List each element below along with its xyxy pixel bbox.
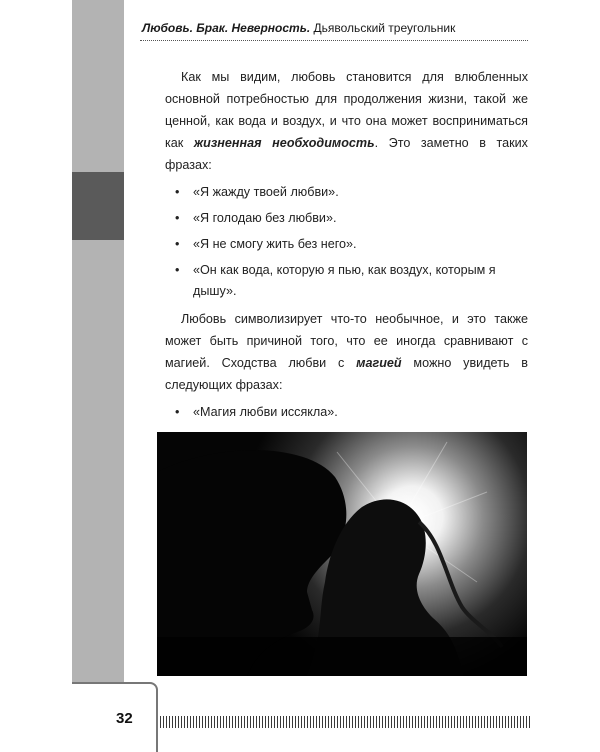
list-item bbox=[165, 182, 528, 203]
bullet: • bbox=[175, 405, 180, 419]
list-item-text: «Я голодаю без любви». bbox=[193, 211, 337, 225]
bullet: • bbox=[175, 185, 180, 199]
list-item-text: «Магия любви иссякла». bbox=[193, 405, 338, 419]
list-item-text: «Я жажду твоей любви». bbox=[193, 185, 339, 199]
paragraph-1 bbox=[165, 66, 528, 176]
paragraph-2-emphasis: магией bbox=[356, 356, 402, 370]
bullet: • bbox=[175, 211, 180, 225]
paragraph-1-text: Как мы видим, любовь становится для влюбленных основной потребностью для продолжения жизни, такой же ценной, как вода и воздух, и что она может восприниматься как bbox=[165, 70, 528, 150]
list-item bbox=[165, 260, 528, 302]
bullet: • bbox=[175, 237, 180, 251]
paragraph-1-text-end: . Это заметно в таких фразах: bbox=[165, 136, 528, 172]
side-tab-bar bbox=[72, 0, 124, 682]
paragraph-2-text-end: можно увидеть в следующих фразах: bbox=[165, 356, 528, 392]
couple-silhouette-photo bbox=[157, 432, 527, 676]
page-number: 32 bbox=[116, 710, 133, 727]
quote-list-1 bbox=[165, 182, 528, 302]
footer-corner-frame bbox=[72, 682, 158, 752]
photo-illustration bbox=[157, 432, 527, 676]
paragraph-2 bbox=[165, 308, 528, 396]
header-title-bold: Любовь. Брак. Неверность. bbox=[142, 21, 311, 35]
side-tab-marker bbox=[72, 172, 124, 240]
list-item-text: «Он как вода, которую я пью, как воздух, которым я дышу». bbox=[193, 263, 496, 298]
header-title-rest: Дьявольский треугольник bbox=[313, 21, 456, 35]
header-dotted-rule bbox=[140, 40, 528, 41]
list-item bbox=[165, 234, 528, 255]
footer-barcode-rule bbox=[160, 716, 530, 728]
running-header bbox=[142, 21, 455, 35]
photo-shadow bbox=[157, 637, 527, 676]
paragraph-2-text: Любовь символизирует что-то необычное, и это также может быть причиной того, что ее иногда сравнивают с магией. Сходства любви с bbox=[165, 312, 528, 370]
list-item-text: «Я не смогу жить без него». bbox=[193, 237, 357, 251]
list-item bbox=[165, 402, 528, 423]
paragraph-1-emphasis: жизненная необходимость bbox=[193, 136, 375, 150]
bullet: • bbox=[175, 263, 180, 277]
list-item bbox=[165, 208, 528, 229]
